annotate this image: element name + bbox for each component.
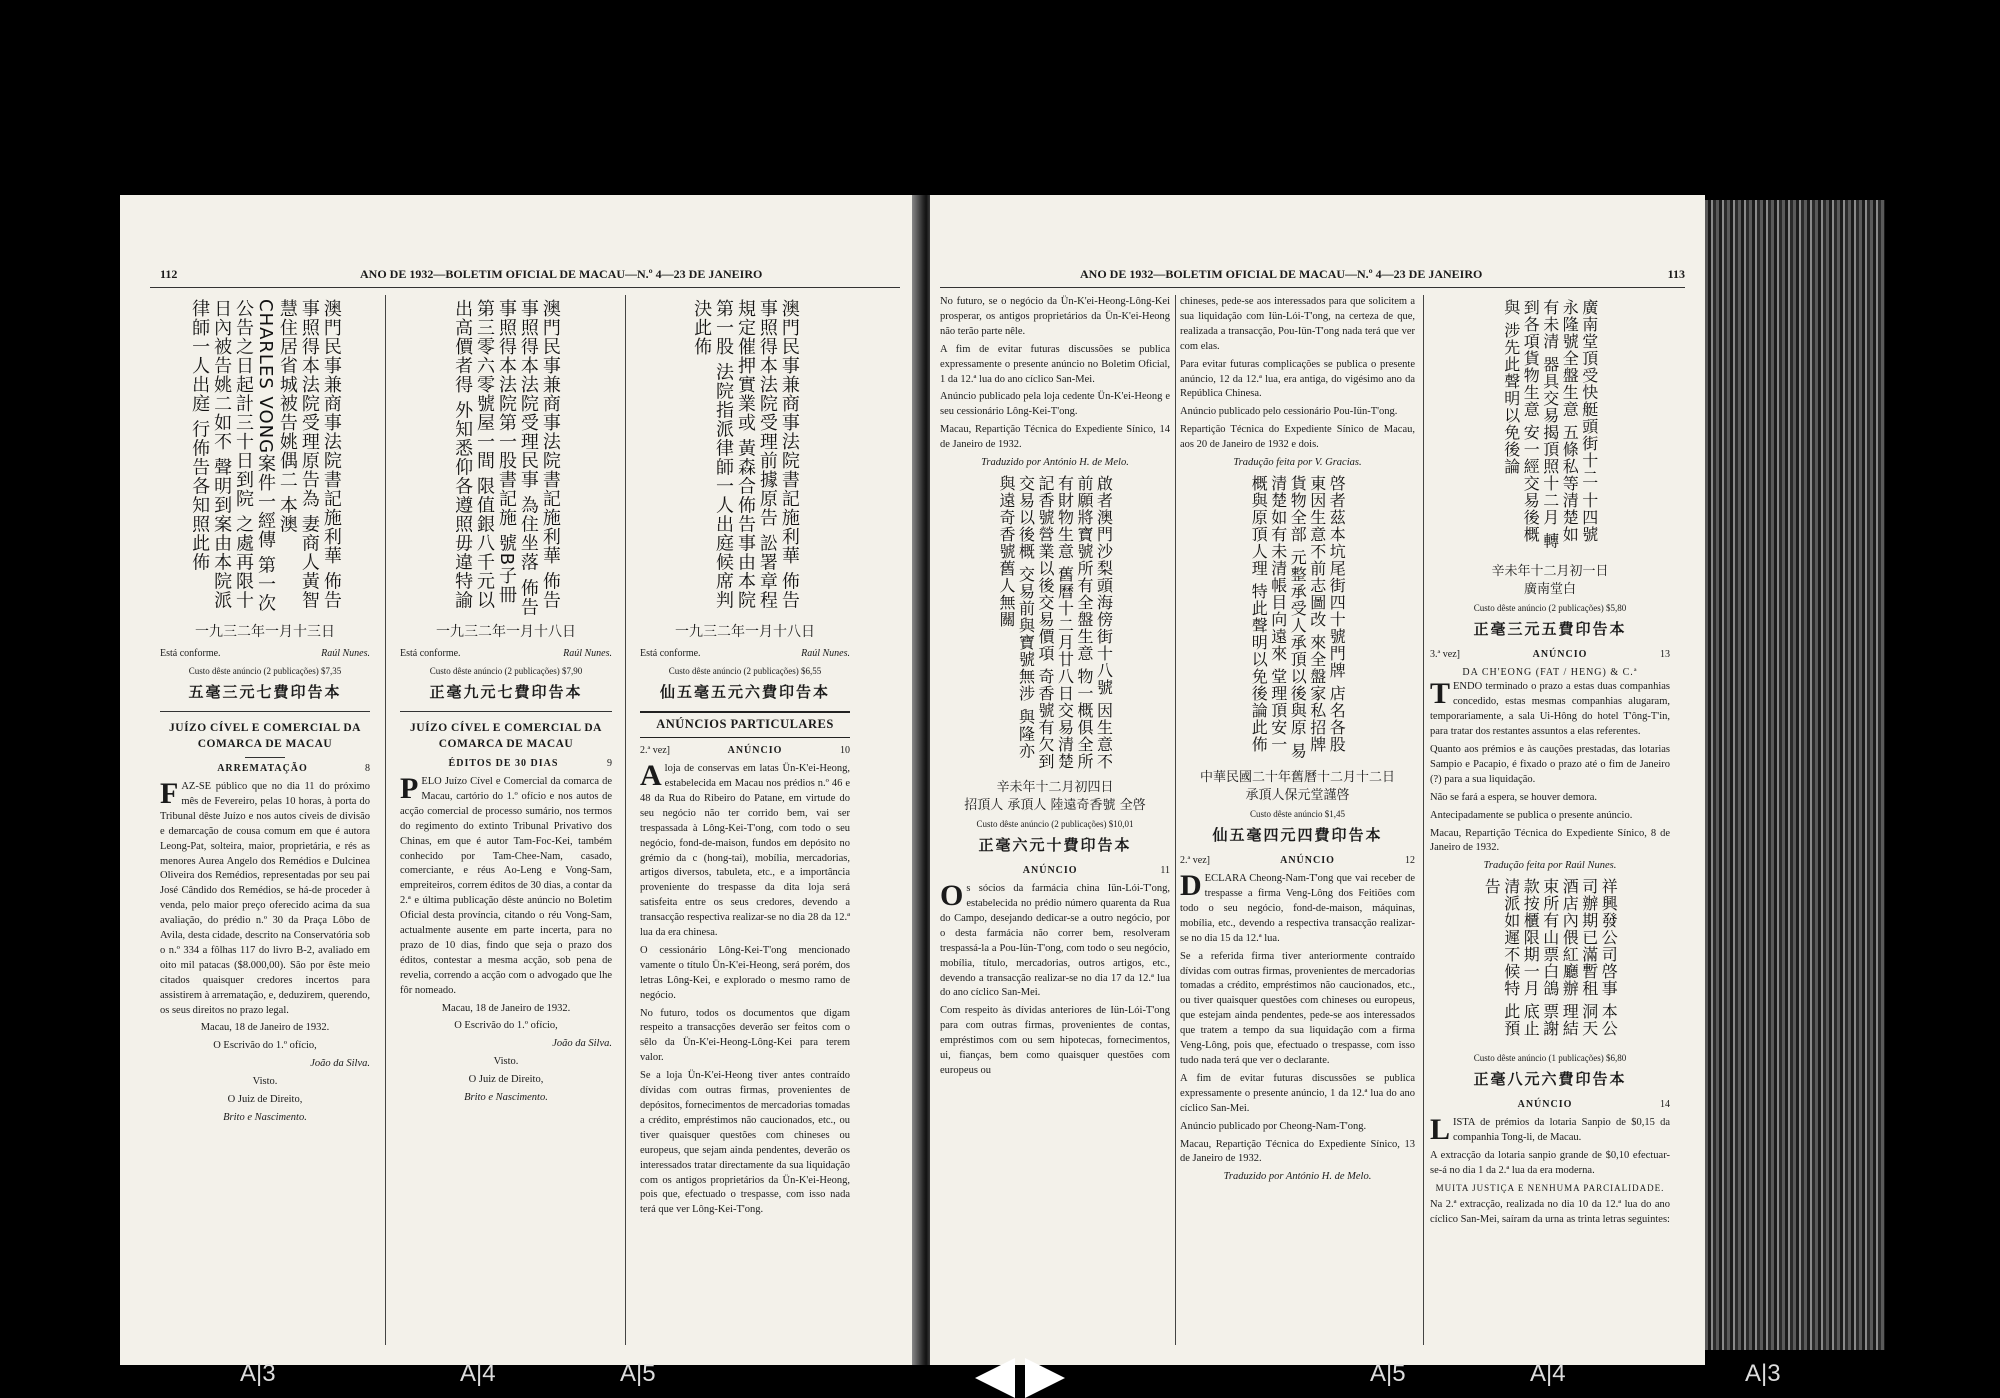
column-divider: [385, 295, 386, 1345]
cost-line: Custo dêste anúncio (2 publicações) $10,01: [976, 818, 1134, 829]
translator-line: Tradução feita por Raúl Nunes.: [1483, 860, 1617, 872]
left-column-2: [400, 295, 612, 1109]
left-column-1: [160, 295, 370, 1129]
body-paragraph: No futuro, se o negócio da Ün-K'ei-Heong-Lông-Kei prosperar, os antigos proprietários da Ün-K'ei-Heong não terão parte nêle.: [940, 296, 1170, 337]
notice-date: 一九三二年一月十八日: [675, 624, 815, 640]
notice-date: 一九三二年一月十八日: [436, 624, 576, 640]
notice-signers: 廣南堂白: [1523, 582, 1576, 598]
translator-line: Traduzido por António H. de Melo.: [1223, 1171, 1372, 1183]
announcement-edition: 3.ª vez]: [1430, 648, 1460, 660]
notice-date: 辛未年十二月初四日: [996, 779, 1114, 795]
cost-line: Custo dêste anúncio (2 publicações) $6,55: [668, 666, 822, 677]
announcement-heading: [1430, 1098, 1670, 1112]
editos-title: ÉDITOS DE 30 DIAS: [448, 757, 559, 769]
body-paragraph: A extracção da lotaria sanpio grande de $0,10 efectuar-se-á no dia 1 da 2.ª lua da era moderna.: [1430, 1150, 1670, 1177]
section-title: JUÍZO CÍVEL E COMERCIAL DA COMARCA DE MACAU: [169, 722, 361, 751]
juiz-name: Brito e Nascimento.: [223, 1112, 307, 1123]
chinese-notice: 廣南堂頂受快艇頭街十二 十四號永隆號全盤生意 五條私等清楚如有未清 器具交易揭頂照十二月 轉到各項貨物生意 安一經交易後概與 涉先此聲明以免後論: [1501, 299, 1599, 550]
film-marker: A|4: [1530, 1360, 1566, 1387]
signature-line: [640, 647, 850, 661]
stamp-text: 五毫三元七費印告本: [188, 682, 342, 701]
stamp-text: 正毫八元六費印告本: [1473, 1069, 1627, 1088]
cost-line: Custo dêste anúncio (2 publicações) $7,35: [188, 666, 342, 677]
sub-heading: [400, 757, 612, 771]
left-column-3: [640, 295, 850, 1221]
film-marker: A|4: [460, 1360, 496, 1387]
body-paragraph: No futuro, todos os documentos que digam respeito a transacções deverão ser feitos com o sêlo da Ün-K'ei-Heong-Lông-Kei para terem valor.: [640, 1007, 850, 1064]
chinese-notice: 澳門民事兼商事法院書記施利華 佈告事照得本法院受理民事 為住坐落 佈告事照得本法院第一股書記施 號B子冊第三零六零號屋一間 限值銀八千元以出高價者得 外知悉仰各遵照毋違特諭: [452, 299, 561, 617]
announcement-number: 11: [1160, 864, 1170, 876]
body-paragraph: Anúncio publicado pelo cessionário Pou-Iün-T'ong.: [1180, 406, 1398, 418]
place-date: Macau, Repartição Técnica do Expediente Sínico, 14 de Janeiro de 1932.: [940, 424, 1170, 451]
body-paragraph: Aloja de conservas em latas Ün-K'ei-Heong, estabelecida em Macau nos prédios n.º 46 e 48 da Rua do Ribeiro do Patane, em virtude do seu negócio não ter corrido bem, vai ser trespassada à Lông-Kei-T'ong, com todo o seu negócio, fond-de-maison, fundos em depósito no grémio da c (hong-tai), mobília, mercadorias, artigos diversos, tabuleta, etc., e a importância proveniente do trespasse da dita loja será satisfeita entre os seus credores, devendo a transacção respectiva realizar-se no dia 28 da 12.ª lua da era chinesa.: [640, 759, 850, 939]
book-page-edges: [1705, 200, 1885, 1350]
chinese-notice: 澳門民事兼商事法院書記施利華 佈告事照得本法院受理原告為 妻商人黃智慧住居省城被告姚偶二 本澳CHARLES VONG案件一經傳 第一次公告之日起計三十日到院 之處再限十日內被告姚二如不 聲明到案由本院派律師一人出庭 行佈告各知照此佈: [189, 299, 342, 613]
place-date: Macau, 18 de Janeiro de 1932.: [441, 1002, 571, 1014]
escrivao-name: João da Silva.: [310, 1058, 370, 1070]
announcement-title: ANÚNCIO: [1022, 864, 1078, 876]
stamp-text: 仙五毫五元六費印告本: [659, 682, 830, 701]
divider: [245, 757, 285, 758]
escrivao-label: O Escrivão do 1.º ofício,: [213, 1040, 317, 1052]
stamp-text: 正毫六元十費印告本: [978, 835, 1132, 854]
cost-line: Custo dêste anúncio (1 publicações) $6,80: [1473, 1053, 1627, 1064]
sign-name: Raúl Nunes.: [801, 647, 850, 659]
escrivao-name: João da Silva.: [552, 1038, 612, 1050]
notice-date: 一九三二年一月十三日: [195, 624, 335, 640]
header-rule: [150, 287, 900, 288]
right-column-2: [1180, 295, 1415, 1188]
announcement-heading: [1180, 854, 1415, 868]
visto-label: Visto.: [493, 1056, 519, 1068]
announcement-title: ANÚNCIO: [1280, 854, 1335, 866]
page-header-title: ANO DE 1932—BOLETIM OFICIAL DE MACAU—N.º 4—23 DE JANEIRO: [360, 267, 763, 281]
announcement-edition: 2.ª vez]: [640, 744, 670, 756]
column-divider: [1175, 295, 1176, 1345]
motto: MUITA JUSTIÇA E NENHUMA PARCIALIDADE.: [1435, 1183, 1665, 1194]
body-paragraph: chineses, pede-se aos interessados para que solicitem a sua liquidação com Iün-Lói-T'ong, na certeza de que, realizada a transacção, Pou-Iün-T'ong nada terá que ver com elas.: [1180, 296, 1415, 352]
firm-name: DA CH'EONG (FAT / HENG) & C.ª: [1462, 667, 1638, 679]
place-date: Macau, Repartição Técnica do Expediente Sínico, 13 de Janeiro de 1932.: [1180, 1138, 1415, 1165]
sign-name: Raúl Nunes.: [563, 647, 612, 659]
film-marker: A|3: [240, 1360, 276, 1387]
chinese-notice: 祥興發公司啓事 本公司辦期已滿暫租 洞天酒店內偎紅廳辦 理結束所有山票白鴿 票謝款按櫃限期一月 底止清派如遲不候特 此預告: [1482, 878, 1619, 1038]
chinese-notice: 澳門民事兼商事法院書記施利華 佈告事照得本法院受理前據原告 訟署章程規定催押實業或 黃森合佈告事由本院第一股 法院指派律師一人出庭候席判決此佈: [691, 299, 800, 610]
body-paragraph: Se a referida firma tiver anteriormente contraído dívidas com outras firmas, provenientes de mercadorias tomadas a crédito, empréstimos não caucionados, etc., ou tiver quaisquer questões com chineses ou europeus, que estejam ainda pendentes, pede-se aos interessados que tratem a tempo da sua liquidação com a firma Veng-Lông, pois que, efectuado o trespasse, com isso tudo nada terá que ver o declarante.: [1180, 950, 1415, 1066]
announcement-heading: [1430, 648, 1670, 662]
signature-line: [160, 647, 370, 661]
sign-role: Está conforme.: [400, 647, 461, 659]
escrivao-label: O Escrivão do 1.º ofício,: [454, 1020, 558, 1032]
announcement-title: ANÚNCIO: [727, 744, 783, 756]
body-paragraph: O cessionário Lông-Kei-T'ong mencionado vamente o título Ün-K'ei-Heong, será porém, dos letras Lông-Kei, e explorado o mesmo ramo de negócio.: [640, 944, 850, 1001]
body-paragraph: TENDO terminado o prazo a estas duas companhias concedido, estas mesmas companhias alugaram, temporariamente, a sala Ui-Hông do hotel T'ông-T'in, para tratar dos restantes assuntos a elas referentes.: [1430, 677, 1670, 738]
notice-date: 中華民國二十年舊曆十二月十二日: [1199, 769, 1395, 785]
announcement-edition: 2.ª vez]: [1180, 854, 1210, 866]
film-marker: A|5: [620, 1360, 656, 1387]
arrematacao-number: 8: [365, 762, 370, 774]
announcement-title: ANÚNCIO: [1517, 1099, 1573, 1111]
body-paragraph: Para evitar futuras complicações se publica o presente anúncio, 12 da 12.ª lua, era antiga, do vigésimo ano da República Chinesa.: [1180, 358, 1415, 400]
right-column-1: [940, 295, 1170, 1082]
sign-role: Está conforme.: [640, 647, 701, 659]
body-paragraph: Antecipadamente se publica o presente anúncio.: [1430, 809, 1633, 821]
chinese-notice: 啓者茲本坑尾街四十號門牌 店名各股東因生意不前志圖改 來全盤家私招牌貨物全部 元整承受人承頂以後與原 易清楚如有未清帳目向遠來 堂理頂安一概與原頂人理 特此聲明以免後論此佈: [1249, 474, 1347, 760]
left-arrow-icon: [975, 1358, 1015, 1398]
body-paragraph: Anúncio publicado por Cheong-Nam-T'ong.: [1180, 1120, 1367, 1132]
cost-line: Custo dêste anúncio (2 publicações) $7,90: [429, 666, 583, 677]
cost-line: Custo dêste anúncio $1,45: [1250, 808, 1345, 819]
body-paragraph: DECLARA Cheong-Nam-T'ong que vai receber de trespasse a firma Veng-Lông dos Feitiões com todo o seu negócio, fond-de-maison, máquinas, mobília, etc., devendo a respectiva transacção realizar-se no dia 15 da 12.ª lua.: [1180, 869, 1415, 944]
right-page: [930, 195, 1705, 1365]
section-title: JUÍZO CÍVEL E COMERCIAL DA COMARCA DE MACAU: [410, 722, 602, 751]
body-paragraph: Se a loja Ün-K'ei-Heong tiver antes contraído dívidas com outras firmas, provenientes de depósitos, fornecimentos de mercadorias tomadas a crédito, empréstimos não caucionados, etc., ou tiver quaisquer questões com chineses ou europeus, que sejam ainda pendentes, deverão os interessados tratar directamente da sua liquidação com os antigos proprietários da Ün-K'ei-Heong, pois que, efectuado o trespasse, com isso nada terá que ver Lông-Kei-T'ong.: [640, 1070, 850, 1216]
page-number: 112: [160, 267, 178, 281]
body-paragraph: Anúncio publicado pela loja cedente Ün-K'ei-Heong e seu cessionário Lông-Kei-T'ong.: [940, 391, 1170, 418]
body-paragraph: Na 2.ª extracção, realizada no dia 10 da 12.ª lua do ano cíclico San-Mei, saíram da urna as trinta letras seguintes:: [1430, 1198, 1670, 1225]
announcement-number: 12: [1405, 854, 1415, 866]
column-divider: [1423, 295, 1424, 1345]
body-paragraph: Quanto aos prémios e às cauções prestadas, das lotarias Sampio e Pacapio, é fixado o prazo até o fim de Janeiro (?) para a sua liquidação.: [1430, 743, 1670, 785]
sign-role: Está conforme.: [160, 647, 221, 659]
juiz-name: Brito e Nascimento.: [464, 1092, 548, 1104]
place-date: Repartição Técnica do Expediente Sínico de Macau, aos 20 de Janeiro de 1932 e dois.: [1180, 424, 1415, 451]
stamp-text: 正毫三元五費印告本: [1473, 619, 1627, 638]
page-number: 113: [1667, 267, 1685, 281]
juiz-label: O Juiz de Direito,: [227, 1094, 303, 1106]
notice-signers: 招頂人 承頂人 陸遠奇香號 全啓: [964, 798, 1146, 814]
stamp-text: 正毫九元七費印告本: [429, 682, 583, 701]
signature-line: [400, 647, 612, 661]
stamp-text: 仙五毫四元四費印告本: [1212, 825, 1383, 844]
announcement-number: 14: [1660, 1099, 1670, 1111]
announcement-heading: [940, 864, 1170, 878]
section-banner: ANÚNCIOS PARTICULARES: [640, 711, 850, 738]
body-paragraph: A fim de evitar futuras discussões se publica expressamente o presente anúncio no Boletim Oficial, 1 da 12.ª lua do ano cíclico San-Mei.: [940, 343, 1170, 385]
body-paragraph: LISTA de prémios da lotaria Sanpio de $0,15 da companhia Tong-li, de Macau.: [1430, 1113, 1670, 1147]
body-paragraph: Não se fará a espera, se houver demora.: [1430, 791, 1598, 803]
divider: [160, 711, 370, 712]
left-page: [120, 195, 920, 1365]
body-paragraph: PELO Juízo Cível e Comercial da comarca de Macau, cartório do 1.º ofício e nos autos de acção comercial de processo sumário, nos termos do regimento do extinto Tribunal Privativo dos Chinas, em que é autor Tam-Foc-Kei, também conhecido por Tam-Chee-Nam, casado, comerciante, e réus Ao-Leng e Vong-Sam, empreiteiros, correm éditos de 30 dias, a contar da 2.ª e última publicação dêste anúncio no Boletim Oficial desta província, citando o réu Vong-Sam, actualmente ausente em parte incerta, para no prazo de 10 dias, findo que seja o prazo dos éditos, contestar a mesma acção, sob pena de revelia, correndo a acção com o advogado que lhe fôr nomeado.: [400, 771, 612, 996]
header-rule: [940, 287, 1685, 288]
body-paragraph: A fim de evitar futuras discussões se publica expressamente o presente anúncio, 1 da 12.ª lua do ano cíclico San-Mei.: [1180, 1072, 1415, 1114]
juiz-label: O Juiz de Direito,: [468, 1074, 544, 1086]
chinese-notice: 啟者澳門沙梨頭海傍街十八號 因生意不前願將寶號所有全盤生意 物一概俱全所有財物生意 舊曆十二月廿八日交易清楚 記香號營業以後交易價項 奇香號有欠到交易以後概 交易前與寶號無涉 與隆亦與遠奇香號舊人無關: [996, 474, 1114, 771]
right-column-3: [1430, 295, 1670, 1231]
announcement-number: 10: [840, 744, 850, 756]
translator-line: Tradução feita por V. Gracias.: [1233, 457, 1362, 469]
body-paragraph: FAZ-SE público que no dia 11 do próximo mês de Fevereiro, pelas 10 horas, à porta do Tribunal dêste Juízo e nos autos cíveis de divisão e demarcação de cousa comum em que é autora Leong-Pat, solteira, maior, proprietária, e rés as menores Aurea Angelo dos Remédios e Dulcinea Oliveira dos Remédios, representadas por seu pai José Cândido dos Remédios, se há-de proceder à venda, pelo maior preço oferecido acima da sua avaliação, do prédio n.º 30 da Praça Lôbo de Avila, desta cidade, descrito na Conservatória sob o n.º 334 a fôlhas 117 do livro B-2, avaliado em oito mil patacas ($8.000,00). São por êste meio citados quaisquer credores incertos para assistirem à arrematação, e, deduzirem, querendo, os seus direitos no prazo legal.: [160, 776, 370, 1016]
film-marker: A|3: [1745, 1360, 1781, 1387]
place-date: Macau, 18 de Janeiro de 1932.: [200, 1022, 330, 1034]
body-paragraph: Os sócios da farmácia china Iün-Lói-T'ong, estabelecida no prédio número quarenta da Rua do Campo, desejando dedicar-se a outro negócio, por o desta farmácia não correr bem, resolveram trespassá-la a Pou-Iün-T'ong, com todo o seu negócio, mobília, título, mercadorias, outros artigos, etc., devendo a transacção realizar-se no dia 17 da 12.ª lua do ano cíclico San-Mei.: [940, 879, 1170, 999]
notice-date: 辛未年十二月初一日: [1491, 564, 1609, 579]
body-paragraph: Com respeito às dívidas anteriores de Iün-Lói-T'ong para com outras firmas, provenientes de contas, empréstimos com ou sem hipotecas, fornecimentos, ui, fianças, bem como quaisquer questões com europeus ou: [940, 1005, 1170, 1076]
announcement-title: ANÚNCIO: [1532, 648, 1588, 660]
arrematacao-title: ARREMATAÇÃO: [217, 762, 308, 774]
visto-label: Visto.: [252, 1076, 278, 1088]
divider: [400, 711, 612, 712]
column-divider: [625, 295, 626, 1345]
page-header-title: ANO DE 1932—BOLETIM OFICIAL DE MACAU—N.º 4—23 DE JANEIRO: [1080, 267, 1483, 281]
editos-number: 9: [607, 757, 612, 769]
translator-line: Traduzido por António H. de Melo.: [981, 457, 1129, 469]
place-date: Macau, Repartição Técnica do Expediente Sínico, 8 de Janeiro de 1932.: [1430, 827, 1670, 854]
cost-line: Custo dêste anúncio (2 publicações) $5,80: [1473, 602, 1627, 613]
sign-name: Raúl Nunes.: [321, 647, 370, 659]
notice-signers: 承頂人保元堂謹啓: [1245, 788, 1350, 804]
right-arrow-icon: [1025, 1358, 1065, 1398]
announcement-heading: [640, 744, 850, 758]
film-marker: A|5: [1370, 1360, 1406, 1387]
sub-heading: [160, 762, 370, 776]
announcement-number: 13: [1660, 648, 1670, 660]
